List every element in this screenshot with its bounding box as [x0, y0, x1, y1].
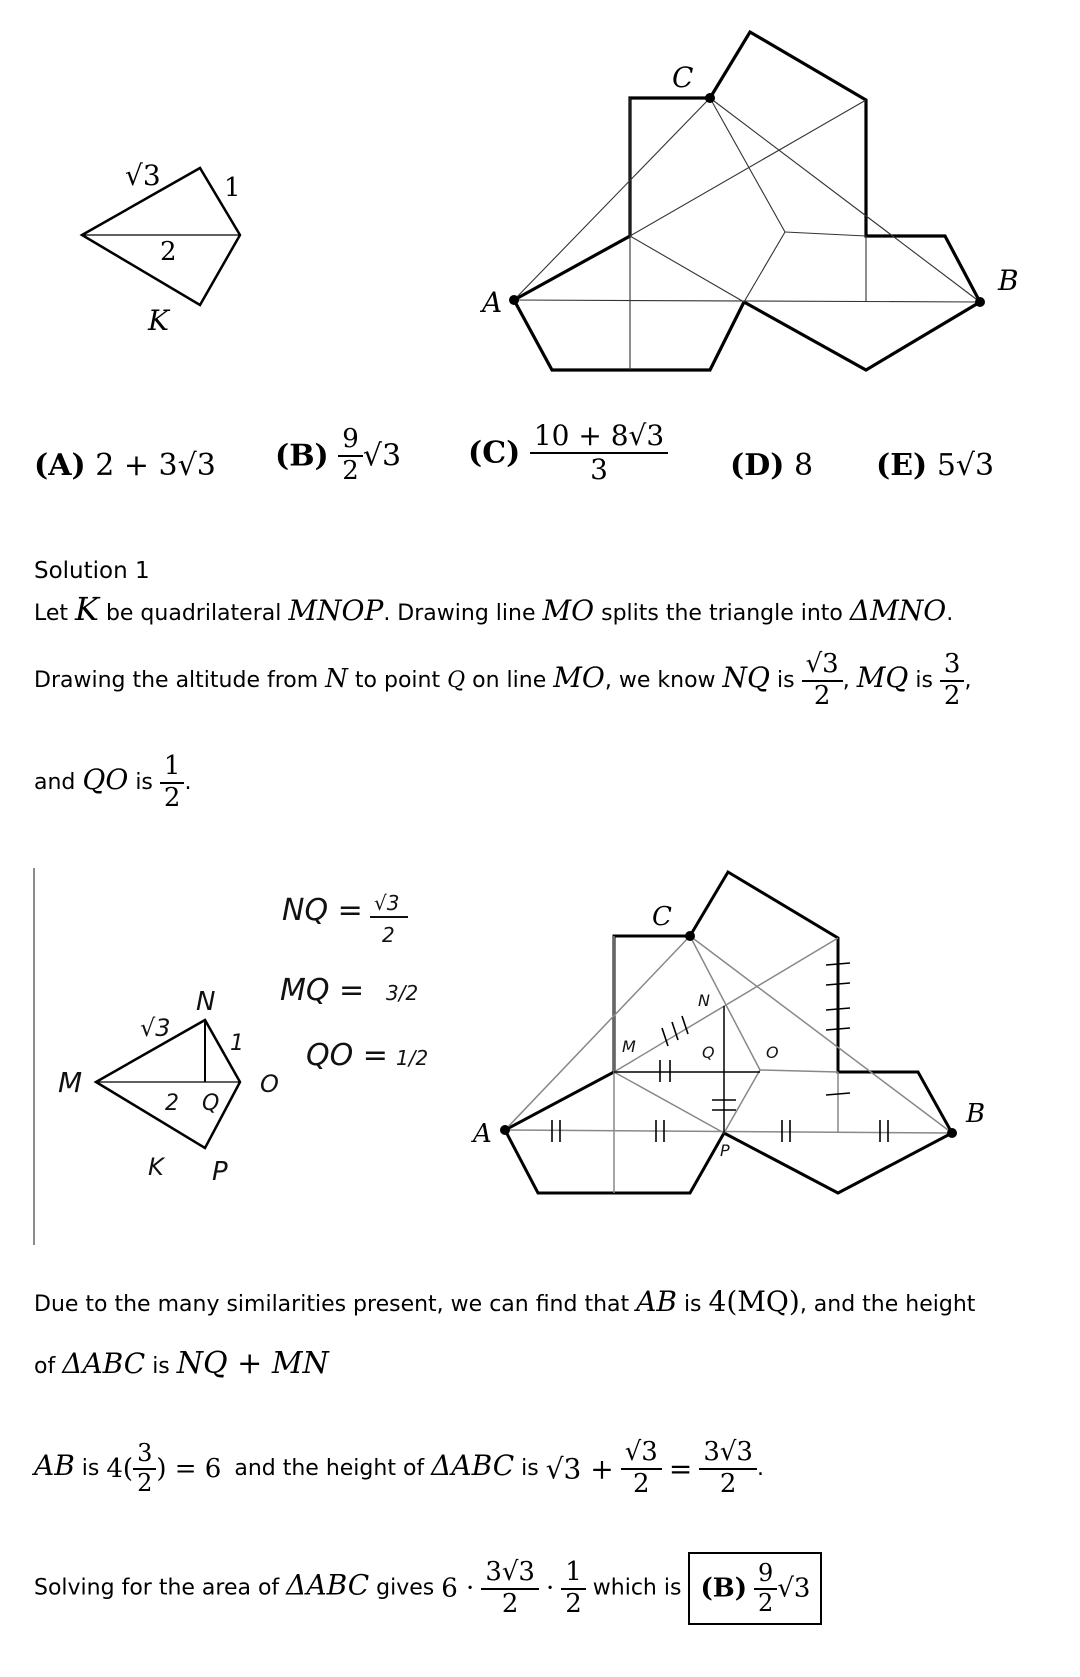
outer-outline: [514, 32, 980, 370]
point-a: [509, 295, 519, 305]
line-ab: [514, 300, 980, 302]
choice-a: (A) 2 + 3√3: [34, 448, 216, 483]
choice-c: (C) $\frac{10 + 8√3}{3}$: [468, 420, 668, 486]
annotated-kite: [58, 987, 279, 1187]
line-inner1: [630, 236, 744, 302]
solution-line-6: AB is 4( $\frac{3}{2}$ ) = 6 and the height of ΔABC is √3 + $\frac{√3}{2}$ = $\frac{3√3}{2}$ .: [34, 1437, 764, 1499]
line-cb: [710, 98, 980, 302]
choice-d: (D) 8: [730, 448, 814, 483]
solution-line-4: Due to the many similarities present, we can find that AB is 4(MQ), and the height: [34, 1285, 976, 1318]
hw-sqrt3: √3: [140, 1014, 171, 1042]
solution-line-5: of ΔABC is NQ + MN: [34, 1346, 329, 1381]
label-a: A: [482, 286, 503, 319]
hw-big-n: N: [698, 991, 710, 1010]
kite-figure: [0, 0, 280, 360]
hw-big-p: P: [720, 1141, 730, 1160]
kite-label-k: K: [148, 304, 169, 337]
hw-label-a: A: [473, 1119, 492, 1149]
hw-big-m: M: [622, 1037, 636, 1056]
hw-m: M: [58, 1066, 83, 1099]
hw-label-c: C: [652, 902, 672, 932]
hw-p: P: [212, 1157, 228, 1187]
hw-note-nq-den: 2: [382, 923, 395, 947]
line-inner4: [710, 98, 785, 232]
solution-heading: Solution 1: [34, 558, 150, 584]
label-c: C: [672, 61, 694, 94]
line-ac: [514, 98, 710, 300]
hw-note-mq-frac: 3/2: [386, 981, 419, 1005]
hw-q: Q: [202, 1091, 220, 1116]
kite-label-sqrt3: √3: [125, 159, 161, 192]
hw-n: N: [196, 987, 216, 1017]
choice-b: (B) $\frac{9}{2}$ √3: [275, 424, 402, 486]
point-c: [705, 93, 715, 103]
annotated-tiling: [471, 872, 985, 1193]
point-b: [975, 297, 985, 307]
hw-label-b: B: [966, 1099, 986, 1129]
handwritten-notes: [280, 891, 428, 1073]
line-diag1: [630, 100, 866, 236]
solution-line-2: Drawing the altitude from N to point Q on line MO, we know NQ is $\frac{√3}{2}$ , MQ is $\frac{3}{2}$ ,: [34, 649, 972, 711]
choice-e: (E) 5√3: [876, 448, 995, 483]
kite-label-one: 1: [224, 173, 241, 203]
hw-two: 2: [165, 1091, 179, 1116]
bottom-hexagon: [514, 300, 744, 370]
label-b: B: [998, 264, 1019, 297]
handwritten-figure: [0, 860, 1080, 1260]
hw-note-qo: QO =: [306, 1038, 388, 1073]
hw-big-o: O: [766, 1043, 779, 1062]
hw-note-nq-num: √3: [374, 891, 400, 915]
solution-line-1: Let K be quadrilateral MNOP. Drawing line MO splits the triangle into ΔMNO.: [34, 590, 954, 628]
hw-note-mq: MQ =: [280, 973, 365, 1008]
hw-note-nq: NQ =: [282, 893, 363, 928]
line-inner3: [785, 232, 866, 236]
solution-line-3: and QO is $\frac{1}{2}$ .: [34, 751, 192, 813]
hw-note-qo-frac: 1/2: [396, 1046, 429, 1070]
line-inner2: [744, 232, 785, 302]
tiling-figure: [470, 20, 1030, 380]
kite-label-two: 2: [160, 237, 177, 267]
hw-k: K: [148, 1153, 164, 1181]
hw-one: 1: [230, 1031, 244, 1056]
hw-big-q: Q: [702, 1043, 715, 1062]
hw-o: O: [260, 1070, 279, 1098]
final-answer-box: (B) $\frac{9}{2}$ √3: [688, 1552, 822, 1625]
solution-line-7: Solving for the area of ΔABC gives 6 · $\frac{3√3}{2}$ · $\frac{1}{2}$ which is (B) $\frac{9}{2}$ √3: [34, 1552, 822, 1625]
